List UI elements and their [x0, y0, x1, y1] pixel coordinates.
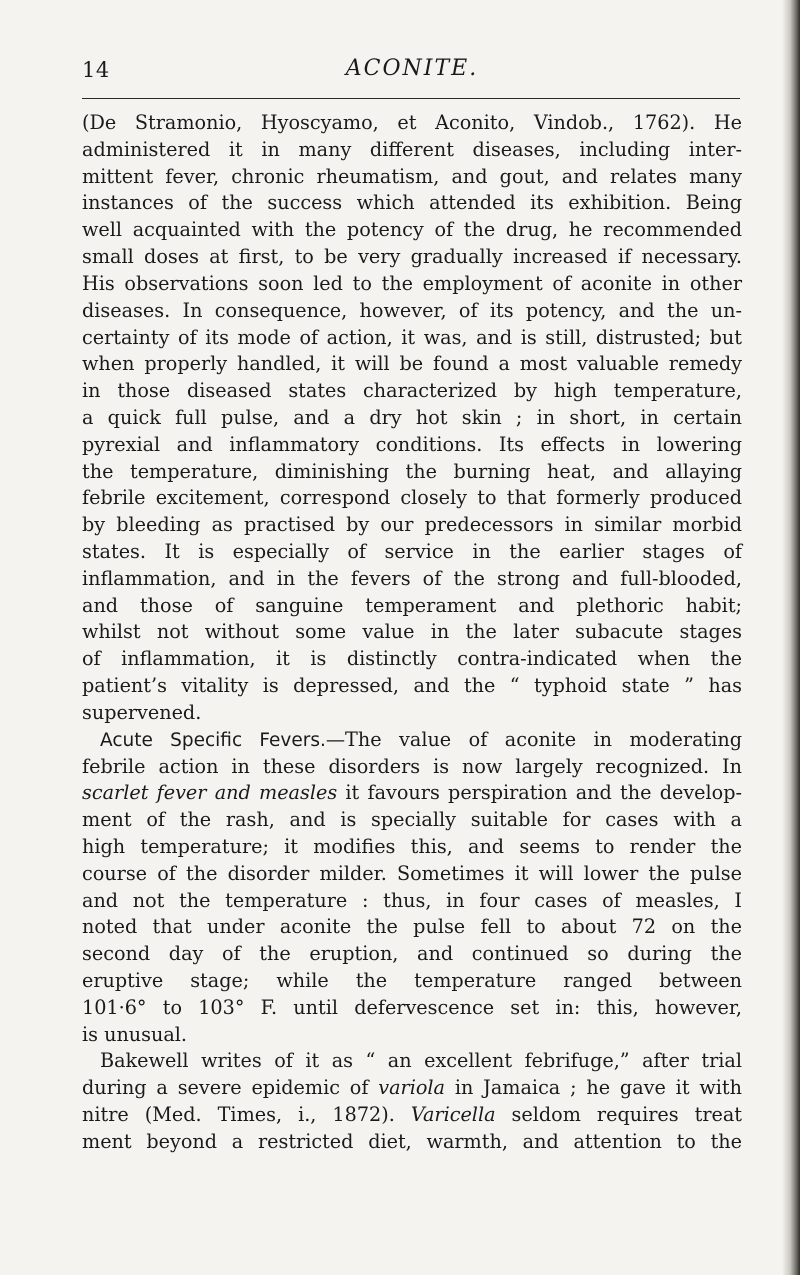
- text-line: febrile excitement, correspond closely to that formerly produced: [82, 486, 742, 510]
- text-line: febrile action in these disorders is now largely recognized. In: [82, 754, 742, 778]
- text-line: high temperature; it modifies this, and seems to render the: [82, 834, 742, 858]
- text-line: (De Stramonio, Hyoscyamo, et Aconito, Vindob., 1762). He: [82, 111, 742, 134]
- text-line: Bakewell writes of it as “ an excellent febrifuge,” after trial: [100, 1049, 742, 1073]
- paragraph-stoerck: [82, 110, 742, 727]
- text-line: when properly handled, it will be found a most valuable remedy: [82, 352, 742, 376]
- text-line: patient’s vitality is depressed, and the “ typhoid state ” has: [82, 674, 742, 698]
- text-line: inflammation, and in the fevers of the strong and full-blooded,: [82, 566, 742, 590]
- body-text: [82, 110, 742, 1156]
- text-line: instances of the success which attended its exhibition. Being: [82, 191, 742, 215]
- text-line: and those of sanguine temperament and plethoric habit;: [82, 593, 742, 617]
- text-line: ment of the rash, and is specially suitable for cases with a: [82, 808, 742, 832]
- text-line: is unusual.: [82, 1022, 188, 1046]
- page-header: [82, 56, 742, 86]
- text-line: diseases. In consequence, however, of its potency, and the un-: [82, 298, 742, 322]
- text-line: Acute Specific Fevers.—The value of aconite in moderating: [100, 727, 742, 751]
- text-line: small doses at first, to be very gradually increased if necessary.: [82, 245, 742, 269]
- text-line: course of the disorder milder. Sometimes it will lower the pulse: [82, 861, 742, 885]
- text-line: by bleeding as practised by our predecessors in similar morbid: [82, 513, 742, 537]
- section-heading: Acute Specific Fevers.: [100, 729, 326, 751]
- text-line: well acquainted with the potency of the drug, he recommended: [82, 218, 742, 242]
- text-line: scarlet fever and measles it favours perspiration and the develop-: [82, 781, 742, 805]
- text-line: and not the temperature : thus, in four cases of measles, I: [82, 888, 742, 912]
- text-line: second day of the eruption, and continued so during the: [82, 942, 742, 966]
- text-line: a quick full pulse, and a dry hot skin ; in short, in certain: [82, 405, 742, 429]
- italic-term: scarlet fever and measles: [82, 781, 338, 805]
- page-number: 14: [82, 58, 110, 82]
- text-line: ment beyond a restricted diet, warmth, and attention to the: [82, 1129, 742, 1153]
- italic-term: variola: [378, 1076, 445, 1100]
- text-line: of inflammation, it is distinctly contra-indicated when the: [82, 647, 742, 671]
- text-line: states. It is especially of service in the earlier stages of: [82, 540, 742, 563]
- text-line: whilst not without some value in the later subacute stages: [82, 620, 742, 644]
- text-line: 101·6° to 103° F. until defervescence set in: this, however,: [82, 995, 742, 1019]
- text-line: administered it in many different diseases, including inter-: [82, 137, 742, 161]
- paragraph-acute-fevers: [82, 807, 742, 1048]
- text-line: eruptive stage; while the temperature ranged between: [82, 969, 742, 992]
- page-edge-shadow: [782, 0, 800, 1275]
- text-line: during a severe epidemic of variola in Jamaica ; he gave it with: [82, 1076, 742, 1100]
- running-title: ACONITE.: [345, 56, 479, 81]
- text-line: supervened.: [82, 700, 202, 724]
- text-line: noted that under aconite the pulse fell to about 72 on the: [82, 915, 742, 939]
- text-line: certainty of its mode of action, it was, and is still, distrusted; but: [82, 325, 742, 349]
- header-rule: [82, 98, 740, 99]
- text-line: His observations soon led to the employment of aconite in other: [82, 271, 742, 295]
- text-line: nitre (Med. Times, i., 1872). Varicella seldom requires treat: [82, 1103, 742, 1127]
- italic-term: Varicella: [410, 1103, 496, 1127]
- text-line: in those diseased states characterized by high temperature,: [82, 379, 742, 403]
- text-line: the temperature, diminishing the burning heat, and allaying: [82, 459, 742, 483]
- text-line: mittent fever, chronic rheumatism, and gout, and relates many: [82, 164, 742, 188]
- text-line: pyrexial and inflammatory conditions. Its effects in lowering: [82, 432, 742, 456]
